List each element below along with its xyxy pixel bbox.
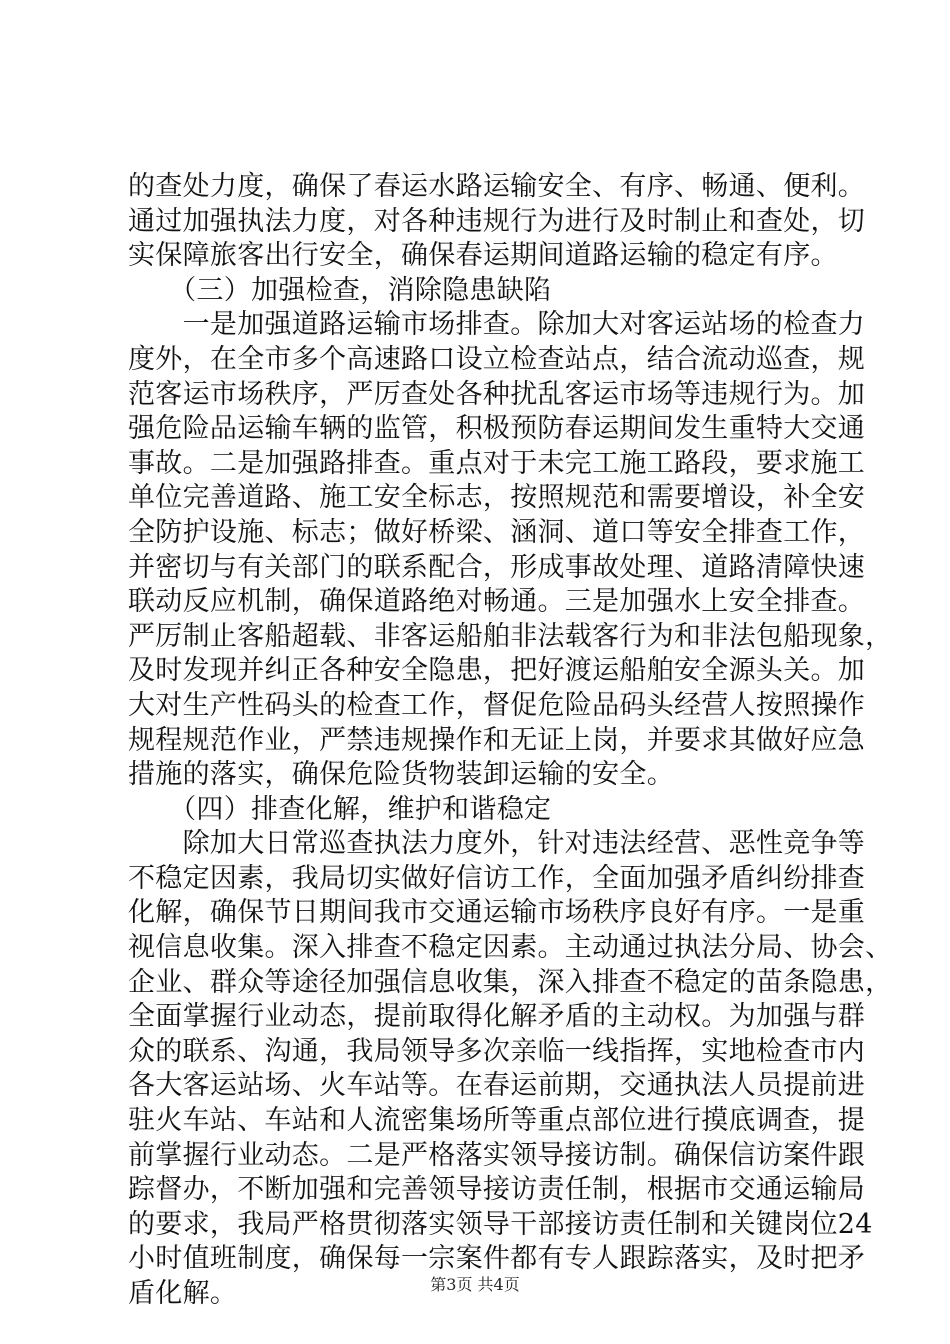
text-line: 实保障旅客出行安全，确保春运期间道路运输的稳定有序。 bbox=[128, 240, 838, 272]
text-line: 单位完善道路、施工安全标志，按照规范和需要增设，补全安 bbox=[128, 482, 866, 514]
text-line: 不稳定因素，我局切实做好信访工作，全面加强矛盾纠纷排查 bbox=[128, 862, 866, 894]
text-line: 各大客运站场、火车站等。在春运前期，交通执法人员提前进 bbox=[128, 1070, 866, 1102]
text-line: 措施的落实，确保危险货物装卸运输的安全。 bbox=[128, 759, 674, 791]
text-line: 的要求，我局严格贯彻落实领导干部接访责任制和关键岗位24 bbox=[128, 1208, 873, 1240]
text-line: 踪督办，不断加强和完善领导接访责任制，根据市交通运输局 bbox=[128, 1174, 866, 1206]
text-line: 视信息收集。深入排查不稳定因素。主动通过执法分局、协会、 bbox=[128, 932, 893, 964]
text-line: 全防护设施、标志；做好桥梁、涵洞、道口等安全排查工作， bbox=[128, 516, 866, 548]
text-line: 及时发现并纠正各种安全隐患，把好渡运船舶安全源头关。加 bbox=[128, 655, 866, 687]
text-line: 联动反应机制，确保道路绝对畅通。三是加强水上安全排查。 bbox=[128, 586, 866, 618]
text-line: 强危险品运输车辆的监管，积极预防春运期间发生重特大交通 bbox=[128, 413, 866, 445]
page-number-label: 第3页 共4页 bbox=[430, 1275, 520, 1294]
text-line: 度外，在全市多个高速路口设立检查站点，结合流动巡查，规 bbox=[128, 343, 866, 375]
text-line: 严厉制止客船超载、非客运船舶非法载客行为和非法包船现象， bbox=[128, 620, 893, 652]
text-line: 通过加强执法力度，对各种违规行为进行及时制止和查处，切 bbox=[128, 205, 866, 237]
section-heading-3: （三）加强检查，消除隐患缺陷 bbox=[128, 274, 552, 306]
text-line: 全面掌握行业动态，提前取得化解矛盾的主动权。为加强与群 bbox=[128, 1001, 866, 1033]
text-line: 化解，确保节日期间我市交通运输市场秩序良好有序。一是重 bbox=[128, 897, 866, 929]
text-line: 规程规范作业，严禁违规操作和无证上岗，并要求其做好应急 bbox=[128, 724, 866, 756]
text-line: 并密切与有关部门的联系配合，形成事故处理、道路清障快速 bbox=[128, 551, 866, 583]
text-line: 前掌握行业动态。二是严格落实领导接访制。确保信访案件跟 bbox=[128, 1139, 866, 1171]
body-text bbox=[128, 170, 893, 1312]
text-line: 众的联系、沟通，我局领导多次亲临一线指挥，实地检查市内 bbox=[128, 1035, 866, 1067]
page-footer bbox=[0, 1272, 950, 1295]
text-line: 小时值班制度，确保每一宗案件都有专人跟踪落实，及时把矛 bbox=[128, 1243, 866, 1275]
text-line: 的查处力度，确保了春运水路运输安全、有序、畅通、便利。 bbox=[128, 171, 866, 202]
text-line: 范客运市场秩序，严厉查处各种扰乱客运市场等违规行为。加 bbox=[128, 378, 866, 410]
text-line: 盾化解。 bbox=[128, 1278, 238, 1309]
text-line: 一是加强道路运输市场排查。除加大对客运站场的检查力 bbox=[128, 309, 866, 341]
text-line: 除加大日常巡查执法力度外，针对违法经营、恶性竞争等 bbox=[128, 828, 866, 860]
text-line: 事故。二是加强路排查。重点对于未完工施工路段，要求施工 bbox=[128, 447, 866, 479]
section-heading-4: （四）排查化解，维护和谐稳定 bbox=[128, 793, 552, 825]
text-line: 大对生产性码头的检查工作，督促危险品码头经营人按照操作 bbox=[128, 689, 866, 721]
text-line: 驻火车站、车站和人流密集场所等重点部位进行摸底调查，提 bbox=[128, 1105, 866, 1137]
text-line: 企业、群众等途径加强信息收集，深入排查不稳定的苗条隐患， bbox=[128, 966, 893, 998]
